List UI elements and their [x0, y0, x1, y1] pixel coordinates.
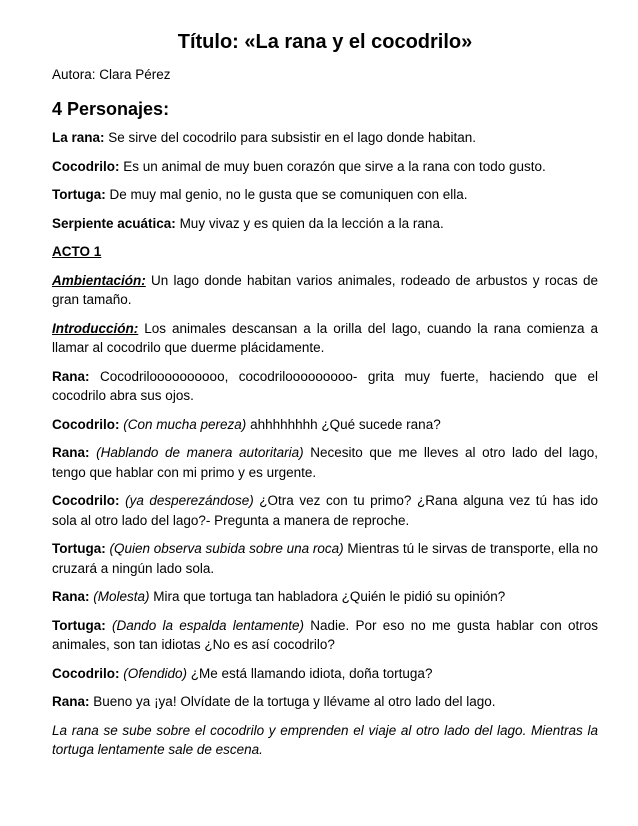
speaker-name: Rana: — [52, 694, 90, 709]
dialogue-line — [52, 616, 598, 655]
stage-direction: (ya desperezándose) — [119, 493, 254, 508]
dialogue-text: Nadie. Por eso no me gusta hablar con otros animales, son tan idiotas ¿No es así cocodrilo? — [52, 617, 598, 652]
document-title: Título: «La rana y el cocodrilo» — [177, 31, 473, 53]
closing-stage-direction: La rana se sube sobre el cocodrilo y emprenden el viaje al otro lado del lago. Mientras la tortuga lentamente sale de escena. — [52, 722, 598, 757]
character-entry — [52, 128, 598, 148]
introduction-paragraph — [52, 319, 598, 358]
character-name: La rana: — [52, 130, 105, 145]
setting-text: Un lago donde habitan varios animales, rodeado de arbustos y rocas de gran tamaño. — [52, 272, 598, 307]
character-entry — [52, 185, 598, 205]
dialogue-line — [52, 664, 598, 684]
speaker-name: Cocodrilo: — [52, 665, 120, 681]
dialogue-line — [52, 443, 598, 482]
stage-direction: (Hablando de manera autoritaria) — [89, 445, 304, 460]
dialogue-text: Necesito que me lleves al otro lado del lago, tengo que hablar con mi primo y es urgente. — [52, 445, 598, 480]
introduction-text: Los animales descansan a la orilla del lago, cuando la rana comienza a llamar al cocodrilo que duerme plácidamente. — [52, 320, 598, 355]
dialogue-text: ahhhhhhhh ¿Qué sucede rana? — [246, 416, 441, 432]
speaker-name: Cocodrilo: — [52, 493, 120, 508]
setting-paragraph — [52, 271, 598, 310]
stage-direction: (Quien observa subida sobre una roca) — [105, 541, 344, 556]
act-heading-line — [52, 242, 598, 262]
dialogue-line — [52, 692, 598, 712]
setting-label: Ambientación: — [52, 272, 146, 288]
dialogue-text: ¿Otra vez con tu primo? ¿Rana alguna vez tú has ido sola al otro lado del lago?- Pregunta a manera de reproche. — [52, 493, 598, 528]
dialogue-line — [52, 415, 598, 435]
stage-direction: (Molesta) — [89, 589, 150, 604]
speaker-name: Rana: — [52, 589, 90, 604]
character-description: Se sirve del cocodrilo para subsistir en el lago donde habitan. — [104, 130, 477, 145]
character-description: Muy vivaz y es quien da la lección a la rana. — [175, 215, 444, 231]
dialogue-line — [52, 539, 598, 578]
speaker-name: Tortuga: — [52, 541, 106, 556]
character-entry — [52, 157, 598, 177]
character-name: Cocodrilo: — [52, 158, 120, 174]
speaker-name: Tortuga: — [52, 617, 106, 633]
speaker-name: Rana: — [52, 445, 90, 460]
character-entry — [52, 214, 598, 234]
speaker-name: Cocodrilo: — [52, 416, 120, 432]
dialogue-text: Mira que tortuga tan habladora ¿Quién le pidió su opinión? — [149, 589, 506, 604]
act-heading: ACTO 1 — [52, 244, 102, 259]
character-name: Tortuga: — [52, 187, 106, 202]
introduction-label: Introducción: — [52, 320, 139, 336]
author-line: Autora: Clara Pérez — [52, 67, 171, 82]
stage-direction: (Dando la espalda lentamente) — [105, 617, 305, 633]
dialogue-line — [52, 491, 598, 530]
character-name: Serpiente acuática: — [52, 215, 176, 231]
dialogue-text: ¿Me está llamando idiota, doña tortuga? — [187, 665, 433, 681]
stage-direction: (Ofendido) — [119, 665, 188, 681]
character-description: De muy mal genio, no le gusta que se comuniquen con ella. — [105, 187, 468, 202]
stage-direction: (Con mucha pereza) — [119, 416, 247, 432]
dialogue-text: Cocodriloooooooooo, cocodrilooooooooo- grita muy fuerte, haciendo que el cocodrilo abra sus ojos. — [52, 368, 598, 403]
dialogue-line — [52, 587, 598, 607]
dialogue-text: Bueno ya ¡ya! Olvídate de la tortuga y llévame al otro lado del lago. — [89, 694, 496, 709]
dialogue-text: Mientras tú le sirvas de transporte, ella no cruzará a ningún lado sola. — [52, 541, 599, 576]
dialogue-line — [52, 367, 598, 406]
speaker-name: Rana: — [52, 368, 90, 384]
character-description: Es un animal de muy buen corazón que sirve a la rana con todo gusto. — [119, 158, 546, 174]
characters-heading: 4 Personajes: — [52, 99, 170, 119]
